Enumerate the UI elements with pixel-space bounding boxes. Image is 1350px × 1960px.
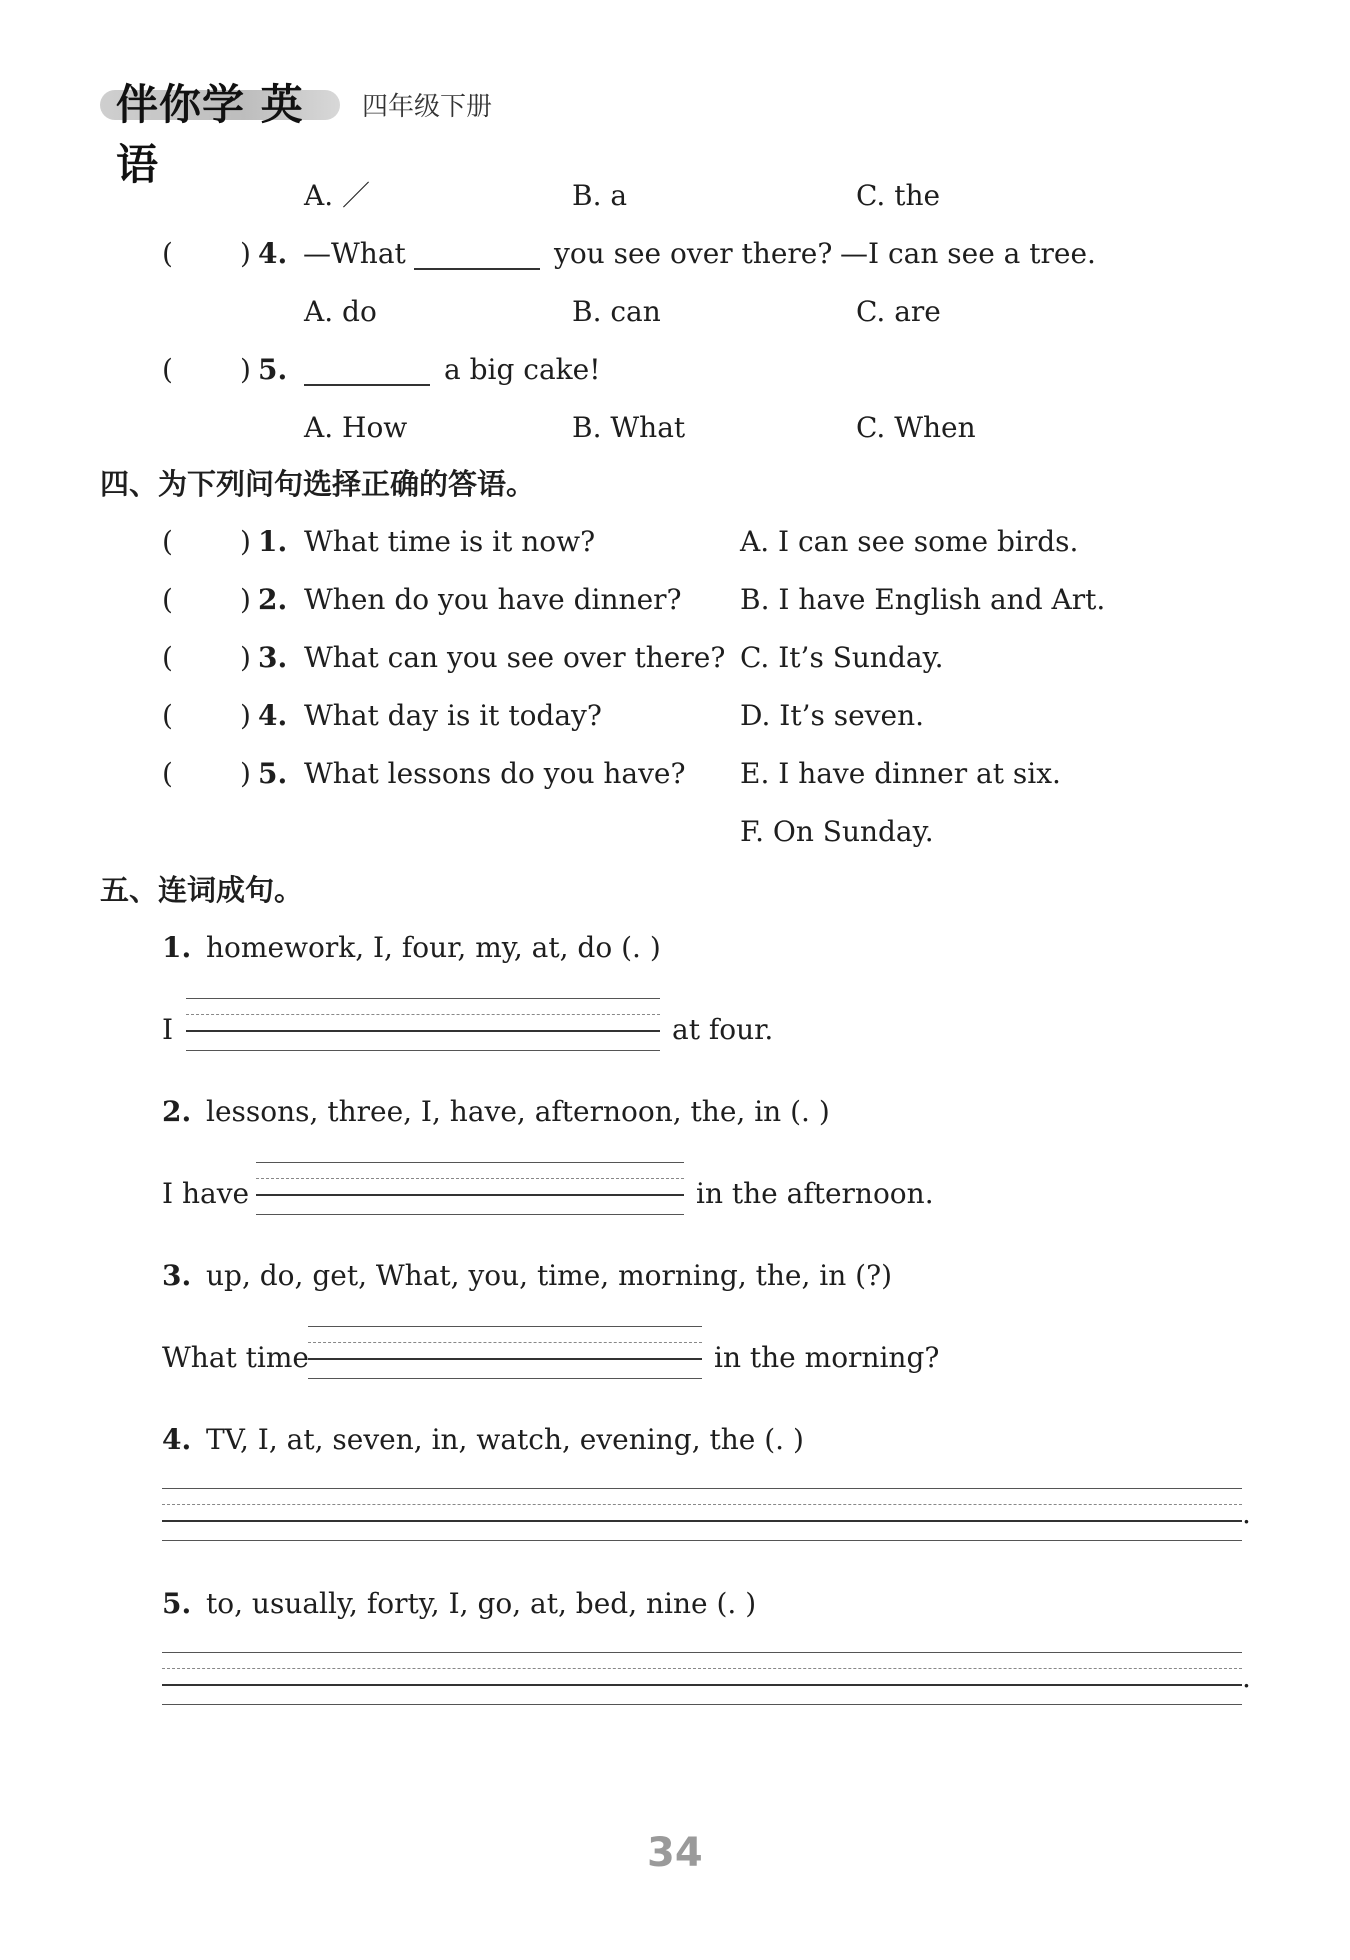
q5-option-c: C. When [856, 411, 976, 444]
s5-item2-number: 2. [162, 1095, 192, 1128]
s5-item2-writing-lines[interactable] [256, 1162, 684, 1218]
s5-item1-writing-lines[interactable] [186, 998, 660, 1054]
answer-paren-close: ) [240, 237, 251, 270]
q4-text-before: —What [303, 237, 406, 270]
s5-item3-number: 3. [162, 1259, 192, 1292]
answer-paren-open: ( [162, 353, 173, 386]
s5-item5-words: to, usually, forty, I, go, at, bed, nine (. ) [206, 1587, 757, 1620]
s4-q5-text: What lessons do you have? [304, 757, 686, 790]
s4-answer-f: F. On Sunday. [740, 815, 934, 848]
brand-logo [100, 70, 340, 189]
answer-paren-open: ( [162, 237, 173, 270]
s4-answer-e: E. I have dinner at six. [740, 757, 1061, 790]
answer-paren-close: ) [240, 583, 251, 616]
s4-q1-text: What time is it now? [304, 525, 596, 558]
s4-answer-d: D. It’s seven. [740, 699, 924, 732]
s5-item3-writing-lines[interactable] [308, 1326, 702, 1382]
s5-item1-words: homework, I, four, my, at, do (. ) [206, 931, 661, 964]
answer-paren-open: ( [162, 699, 173, 732]
q4-answer: —I can see a tree. [840, 237, 1096, 270]
q5-number: 5. [258, 353, 288, 386]
section4-heading: 四、为下列问句选择正确的答语。 [100, 467, 536, 501]
q4-text-after: you see over there? [554, 237, 833, 270]
q3-option-b: B. a [572, 179, 628, 212]
s4-q5-number: 5. [258, 757, 288, 790]
answer-paren-open: ( [162, 525, 173, 558]
q4-option-c: C. are [856, 295, 941, 328]
s4-q4-number: 4. [258, 699, 288, 732]
s5-item2-prefix: I have [162, 1177, 250, 1210]
s4-q2-text: When do you have dinner? [304, 583, 682, 616]
q5-text-after: a big cake! [444, 353, 601, 386]
s4-q2-number: 2. [258, 583, 288, 616]
s5-item4-writing-lines[interactable] [162, 1488, 1242, 1544]
q4-number: 4. [258, 237, 288, 270]
s5-item4-words: TV, I, at, seven, in, watch, evening, the (. ) [206, 1423, 804, 1456]
page-number: 34 [647, 1830, 703, 1876]
s4-q4-text: What day is it today? [304, 699, 602, 732]
s5-item5-number: 5. [162, 1587, 192, 1620]
section5-heading: 五、连词成句。 [100, 873, 304, 907]
answer-paren-close: ) [240, 641, 251, 674]
s5-item1-number: 1. [162, 931, 192, 964]
q4-option-b: B. can [572, 295, 661, 328]
answer-paren-open: ( [162, 583, 173, 616]
s5-item3-words: up, do, get, What, you, time, morning, the, in (?) [206, 1259, 893, 1292]
answer-paren-close: ) [240, 353, 251, 386]
q5-option-a: A. How [304, 411, 408, 444]
answer-paren-open: ( [162, 641, 173, 674]
s4-answer-a: A. I can see some birds. [740, 525, 1079, 558]
q3-option-c: C. the [856, 179, 941, 212]
s5-item5-writing-lines[interactable] [162, 1652, 1242, 1708]
s5-item1-prefix: I [162, 1013, 174, 1046]
q5-option-b: B. What [572, 411, 686, 444]
s5-item3-suffix: in the morning? [714, 1341, 940, 1374]
s4-q1-number: 1. [258, 525, 288, 558]
brand-title: 伴你学 英语 [116, 80, 304, 189]
s4-answer-c: C. It’s Sunday. [740, 641, 944, 674]
q4-option-a: A. do [304, 295, 377, 328]
answer-paren-close: ) [240, 757, 251, 790]
s4-answer-b: B. I have English and Art. [740, 583, 1106, 616]
q5-blank[interactable] [304, 384, 430, 386]
answer-paren-open: ( [162, 757, 173, 790]
s5-item5-period: . [1242, 1661, 1251, 1694]
s5-item4-number: 4. [162, 1423, 192, 1456]
s5-item4-period: . [1242, 1497, 1251, 1530]
s4-q3-text: What can you see over there? [304, 641, 726, 674]
q4-blank[interactable] [414, 268, 540, 270]
s5-item1-suffix: at four. [672, 1013, 774, 1046]
answer-paren-close: ) [240, 525, 251, 558]
s5-item3-prefix: What time [162, 1341, 309, 1374]
book-subtitle: 四年级下册 [362, 92, 493, 122]
s5-item2-suffix: in the afternoon. [696, 1177, 934, 1210]
s5-item2-words: lessons, three, I, have, afternoon, the, in (. ) [206, 1095, 830, 1128]
s4-q3-number: 3. [258, 641, 288, 674]
answer-paren-close: ) [240, 699, 251, 732]
q3-option-a: A. ／ [304, 179, 371, 212]
